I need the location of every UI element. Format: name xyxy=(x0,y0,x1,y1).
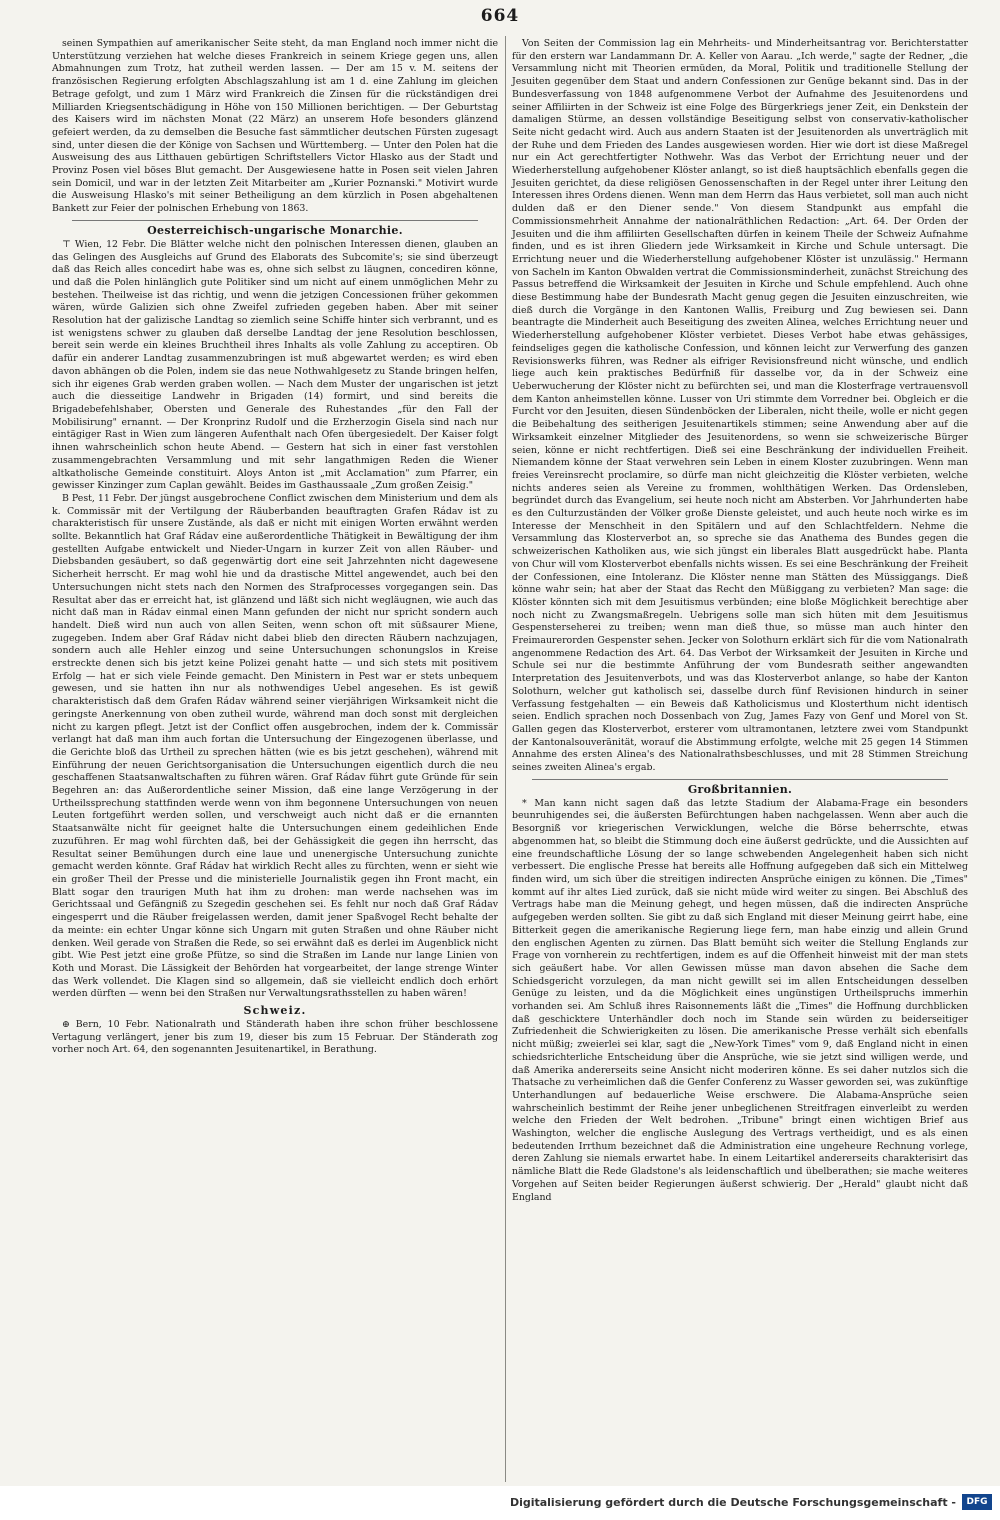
heading-switzerland: Schweiz. xyxy=(243,1004,307,1018)
wien-paragraph: ⊤ Wien, 12 Febr. Die Blätter welche nicht den polnischen Interessen dienen, glauben an das Gelingen des Ausgleichs auf Grund des Elaborats des Subcomite's; sie sind überzeugt daß das Reich alles concedirt habe was es, ohne sich selbst zu läugnen, concediren könne, und daß die Polen hinlänglich gute Politiker sind um nicht auf einem unmöglichen Mehr zu bestehen. Theilweise ist das richtig, und wenn die jetzigen Concessionen früher gekommen wären, würde Galizien sich ohne Zweifel zufrieden gegeben haben. Aber mit seiner Resolution hat der galizische Landtag so ziemlich seine Schiffe hinter sich verbrannt, und es ist wenigstens schwer zu glauben daß derselbe Landtag der jene Resolution beschlossen, bereit sein werde ein kleines Bruchtheil ihres Inhalts als volle Zahlung zu acceptiren. Ob dafür ein anderer Landtag zusammenzubringen ist muß abgewartet werden; es wird eben davon abhängen ob die Polen, indem sie das neue Nothwahlgesetz zu Stande bringen helfen, sich ihr eigenes Grab werden graben wollen. — Nach dem Muster der ungarischen ist jetzt auch die diesseitige Landwehr in Brigaden (14) formirt, und sind bereits die Brigadebefehlshaber, Obersten und Generale des Ruhestandes „für den Fall der Mobilisirung" ernannt. — Der Kronprinz Rudolf und die Erzherzogin Gisela sind nach nur eintägiger Rast in Wien zum längeren Aufenthalt nach Ofen übergesiedelt. Der Kaiser folgt ihnen wahrscheinlich schon heute Abend. — Gestern hat sich in einer fast verstohlen zusammengebrachten Versammlung und mit sehr langathmigen Reden die Wiener altkatholische Gemeinde constituirt. Aloys Anton ist „mit Acclamation" zum Pfarrer, ein gewisser Kinzinger zum Caplan gewählt. Beides im Gasthaussaale „Zum großen Zeisig." xyxy=(52,238,498,492)
heading-britain: Großbritannien. xyxy=(687,782,793,796)
intro-paragraph: seinen Sympathien auf amerikanischer Seite steht, da man England noch immer nicht die Unterstützung verziehen hat welche dieses Frankreich in seinem Kriege gegen uns, allen Abmahnungen zum Trotz, hat zutheil werden lassen. — Der am 15 v. M. seitens der französischen Regierung erfolgten Abschlagszahlung ist am 1 d. eine Zahlung im gleichen Betrage gefolgt, und zum 1 März wird Frankreich die Zinsen für die rückständigen drei Milliarden Kriegsentschädigung in Höhe von 150 Millionen berichtigen. — Der Geburtstag des Kaisers wird im nächsten Monat (22 März) an unserem Hofe besonders glänzend gefeiert werden, da zu demselben die Besuche fast sämmtlicher deutschen Fürsten zugesagt sind, unter diesen die der Könige von Sachsen und Württemberg. — Unter den Polen hat die Ausweisung des aus Litthauen gebürtigen Schriftstellers Victor Hlasko aus der Stadt und Provinz Posen viel böses Blut gemacht. Der Ausgewiesene hatte in Posen seit vielen Jahren sein Domicil, und war in der letzten Zeit Mitarbeiter am „Kurier Poznanski." Motivirt wurde die Ausweisung Hlasko's mit seiner Betheiligung an dem kürzlich in Posen abgehaltenen Bankett zur Feier der polnischen Erhebung von 1863. xyxy=(52,38,498,215)
footer-credit: Digitalisierung gefördert durch die Deutsche Forschungsgemeinschaft - xyxy=(509,1496,956,1509)
page-number: 664 xyxy=(480,6,520,26)
dfg-logo-icon: DFG xyxy=(962,1494,992,1510)
swiss-debate-paragraph: Von Seiten der Commission lag ein Mehrheits- und Minderheitsantrag vor. Berichterstatter für den erstern war Landammann Dr. A. Keller von Aarau. „Ich werde," sagte der Redner, „die Versammlung nicht mit Theorien ermüden, da Moral, Politik und traditionelle Stellung der Jesuiten gegenüber dem Staat und andern Confessionen zur Genüge bekannt sind. Das in der Bundesverfassung von 1848 aufgenommene Verbot der Aufnahme des Jesuitenordens und seiner Affiliirten in der Schweiz ist eine Folge des Bürgerkriegs jener Zeit, ein Denkstein der damaligen Stürme, an dessen vollständige Beseitigung selbst von conservativ-katholischer Seite nicht gedacht wird. Auch aus andern Staaten ist der Jesuitenorden als unverträglich mit der Ruhe und dem Frieden des Landes ausgewiesen worden. Hier wie dort ist diese Maßregel nur ein Act gerechtfertigter Nothwehr. Was das Verbot der Errichtung neuer und der Wiederherstellung aufgehobener Klöster anlangt, so ist dieß hauptsächlich ebenfalls gegen die Jesuiten gerichtet, da diese religiösen Genossenschaften in der Regel unter ihrer Leitung den Interessen ihres Ordens dienen. Wenn man dem Herrn das Haus verbietet, soll man auch nicht dulden daß er den Diener sende." Von diesem Standpunkt aus empfahl die Commissionsmehrheit Annahme der nationalräthlichen Redaction: „Art. 64. Der Orden der Jesuiten und die ihm affiliirten Gesellschaften dürfen in keinem Theile der Schweiz Aufnahme finden, und es ist ihren Gliedern jede Wirksamkeit in Kirche und Schule untersagt. Die Errichtung neuer und die Wiederherstellung aufgehobener Klöster ist unzulässig." Hermann von Sacheln im Kanton Obwalden vertrat die Commissionsminderheit, zunächst Streichung des Passus betreffend die Wirksamkeit der Jesuiten in Kirche und Schule empfehlend. Auch ohne diese Bestimmung habe der Bundesrath Macht genug gegen die Jesuiten einzuschreiten, wie dieß durch die Vorgänge in den Kantonen Wallis, Freiburg und Zug bewiesen sei. Dann beantragte die Minderheit auch Beseitigung des zweiten Alinea, welches Errichtung neuer und Wiederherstellung aufgehobener Klöster verbietet. Dieses Verbot habe etwas gehässiges, feindseliges gegen die katholische Confession, und können leicht zur Verwerfung des ganzen Revisionswerks führen, was Redner als eifriger Revisionsfreund nicht wünsche, und endlich liege auch kein praktisches Bedürfniß für dasselbe vor, da in der Schweiz eine Ueberwucherung der Klöster nicht zu befürchten sei, und man die Klosterfrage vertrauensvoll dem Kanton anheimstellen könne. Lusser von Uri stimmte dem Vorredner bei. Obgleich er die Furcht vor den Jesuiten, diesen Sündenböcken der Liberalen, nicht theile, wolle er nicht gegen die Beibehaltung des seitherigen Jesuitenartikels stimmen; seine Anwendung aber auf die Wirksamkeit einzelner Mitglieder des Jesuitenordens, so wenn sie schweizerische Bürger seien, könne er nicht rechtfertigen. Dieß sei eine Beschränkung der individuellen Freiheit. Niemandem könne der Staat verwehren sein Leben in einem Kloster zuzubringen. Wenn man freies Vereinsrecht proclamire, so dürfe man nicht gleichzeitig die Klöster verbieten, welche nichts anderes seien als Vereine zu frommen, wohlthätigen Werken. Das Ordensleben, begründet durch das Evangelium, sei heute noch nicht am Absterben. Vor Jahrhunderten habe es den Culturzuständen der Völker große Dienste geleistet, und auch heute noch wirke es im Interesse der Menschheit in den Spitälern und auf den Schlachtfeldern. Nehme die Versammlung das Klosterverbot an, so spreche sie das Anathema des Bundes gegen die schweizerischen Katholiken aus, wie sich jüngst ein liberales Blatt ausgedrückt habe. Planta von Chur will vom Klosterverbot ebenfalls nichts wissen. Es sei eine Beschränkung der Freiheit der Confessionen, eine Intoleranz. Die Klöster nenne man Stätten des Müssiggangs. Dieß könne wahr sein; hat aber der Staat das Recht den Müßiggang zu verbieten? Man sage: die Klöster könnten sich mit dem Jesuitismus verbünden; eine bloße Möglichkeit berechtige aber noch nicht zu Zwangsmaßregeln. Uebrigens solle man sich hüten mit dem Jesuitismus Gespensterseherei zu treiben; wenn man dieß thue, so müsse man auch hinter den Freimaurerorden Gespenster sehen. Jecker von Solothurn erklärt sich für die vom Nationalrath angenommene Redaction des Art. 64. Das Verbot der Wirksamkeit der Jesuiten in Kirche und Schule sei nur die bestimmte Anführung der vom Bundesrath seither angewandten Interpretation des Jesuitenverbots, und was das Klosterverbot anlange, so habe der Kanton Solothurn, welcher gut katholisch sei, dasselbe durch fünf Revisionen hindurch in seiner Verfassung festgehalten — ein Beweis daß Katholicismus und Klosterthum nicht identisch seien. Endlich sprachen noch Dossenbach von Zug, James Fazy von Genf und Morel von St. Gallen gegen das Klosterverbot, ersterer vom ultramontanen, letztere zwei vom Standpunkt der Kantonalsouveränität, worauf die Abstimmung erfolgte, welche mit 25 gegen 14 Stimmen Annahme des ersten Alinea's des Nationalrathsbeschlusses, und mit 28 Stimmen Streichung seines zweiten Alinea's ergab. xyxy=(512,38,968,774)
right-column xyxy=(512,38,968,1204)
section-rule xyxy=(72,220,478,221)
britain-paragraph: * Man kann nicht sagen daß das letzte Stadium der Alabama-Frage ein besonders beunruhigendes sei, die äußersten Befürchtungen haben nachgelassen. Wenn aber auch die Besorgniß vor kriegerischen Verwicklungen, welche die Börse beherrschte, etwas abgenommen hat, so bleibt die Stimmung doch eine äußerst gedrückte, und die Aussichten auf eine freundschaftliche Lösung der so lange schwebenden Angelegenheit haben sich nicht verbessert. Die englische Presse hat bereits alle Hoffnung aufgegeben daß sich ein Mittelweg finden wird, um sich über die streitigen indirecten Ansprüche einigen zu können. Die „Times" kommt auf ihr altes Lied zurück, daß sie nicht müde wird weiter zu singen. Bei Abschluß des Vertrags habe man die Meinung gehegt, und hegen müssen, daß die indirecten Ansprüche aufgegeben werden sollten. Sie gibt zu daß sich England mit dieser Meinung geirrt habe, eine Bitterkeit gegen die amerikanische Regierung liege fern, man habe einzig und allein Grund den englischen Agenten zu zürnen. Das Blatt bemüht sich weiter die Stellung Englands zur Frage von vornherein zu rechtfertigen, indem es auf die Offenheit hinweist mit der man stets sich geäußert habe. Vor allen Gewissen müsse man davon absehen die Sache dem Schiedsgericht vorzulegen, da man nicht gewillt sei im allen Entscheidungen desselben Genüge zu leisten, und da die Möglichkeit eines ungünstigen Urtheilspruchs immerhin vorhanden sei. Am Schluß ihres Raisonnements läßt die „Times" die Hoffnung durchblicken daß geschicktere Unterhändler doch noch im Stande sein würden zu beiderseitiger Zufriedenheit die Schwierigkeiten zu lösen. Die amerikanische Presse verhält sich ebenfalls nicht müßig; zweierlei sei klar, sagt die „New-York Times" vom 9, daß England nicht in einen schiedsrichterliche Entscheidung über die Ansprüche, wie sie jetzt sind willigen werde, und daß Amerika andererseits seine Ansicht nicht moderiren könne. Es sei daher nutzlos sich die Thatsache zu verheimlichen daß die Genfer Conferenz zu Wasser geworden sei, was zukünftige Unterhandlungen auf bedauerliche Weise erschwere. Die Alabama-Ansprüche seien wahrscheinlich bestimmt der Reihe jener unbeglichenen Streitfragen einverleibt zu werden welche den Frieden der Welt bedrohen. „Tribune" bringt einen wichtigen Brief aus Washington, welcher die englische Auslegung des Vertrags vertheidigt, und es als einen bedeutenden Irrthum bezeichnet daß die Administration eine ungeheure Rechnung vorlege, deren Zahlung sie niemals erwartet habe. In einem Leitartikel andererseits charakterisirt das nämliche Blatt die Rede Gladstone's als leidenschaftlich und übelberathen; sie mache weiteres Vorgehen auf Seiten beider Regierungen äußerst schwierig. Der „Herald" glaubt nicht daß England xyxy=(512,797,968,1203)
footer-bar xyxy=(0,1486,1000,1520)
pest-paragraph: B Pest, 11 Febr. Der jüngst ausgebrochene Conflict zwischen dem Ministerium und dem als k. Commissär mit der Vertilgung der Räuberbanden beauftragten Grafen Rádav ist zu charakteristisch für unsere Zustände, als daß er nicht mit einigen Worten erwähnt werden sollte. Bekanntlich hat Graf Rádav eine außerordentliche Thätigkeit in Bewältigung der ihm gestellten Aufgabe entwickelt und Nieder-Ungarn in kurzer Zeit von allen Räuber- und Diebsbanden gesäubert, so daß gegenwärtig dort eine seit Jahrzehnten nicht dagewesene Sicherheit herrscht. Er mag wohl hie und da drastische Mittel angewendet, auch bei den Untersuchungen nicht stets nach den Normen des Strafprocesses vorgegangen sein. Das Resultat aber das er erreicht hat, ist glänzend und läßt sich nicht wegläugnen, wie auch das nicht daß man in Rádav einmal einen Mann gefunden der nicht nur spricht sondern auch handelt. Dieß wird nun auch von allen Seiten, wenn schon oft mit süßsaurer Miene, zugegeben. Indem aber Graf Rádav nicht dabei blieb den directen Räubern nachzujagen, sondern auch alle Hehler einzog und seine Untersuchungen schonungslos in Kreise erstreckte denen sich bis jetzt keine Polizei genaht hatte — und sich stets mit positivem Erfolg — hat er sich viele Feinde gemacht. Den Ministern in Pest war er stets unbequem gewesen, und sie hatten ihn nur als nothwendiges Uebel angesehen. Es ist gewiß charakteristisch daß dem Grafen Rádav während seiner vierjährigen Wirksamkeit nicht die geringste Anerkennung von oben zutheil wurde, während man doch sonst mit dergleichen nicht zu kargen pflegt. Jetzt ist der Conflict offen ausgebrochen, indem der k. Commissär verlangt hat daß man ihm auch fortan die Untersuchung der Eingezogenen überlasse, und die Gerichte bloß das Urtheil zu sprechen hätten (wie es bis jetzt geschehen), während mit Einführung der neuen Gerichtsorganisation die Untersuchungen eigentlich durch die neu geschaffenen Staatsanwaltschaften zu führen wären. Graf Rádav führt gute Gründe für sein Begehren an: das Außerordentliche seiner Mission, daß eine lange Verzögerung in der Urtheilssprechung stattfinden werde wenn von ihm begonnene Untersuchungen von neuen Leuten fortgeführt werden sollen, und verschweigt auch nicht daß er die ernannten Staatsanwälte nicht für geeignet halte die Untersuchungen einem gedeihlichen Ende zuzuführen. Er mag wohl fürchten daß, bei der Gehässigkeit die gegen ihn herrscht, das Resultat seiner Bemühungen durch eine laue und unenergische Untersuchung zunichte gemacht werden könnte. Graf Rádav hat wirklich Recht alles zu fürchten, wenn er sieht wie ein großer Theil der Presse und die ministerielle Journalistik gegen ihn Front macht, ein Blatt sogar den traurigen Muth hat ihm zu drohen: man werde nachsehen was im Gerichtssaal und Gefängniß zu Szegedin geschehen sei. Es fehlt nur noch daß Graf Rádav eingesperrt und die Räuber freigelassen werden, damit jener Spaßvogel Recht behalte der da meinte: ein echter Ungar könne sich Ungarn mit guten Straßen und ohne Räuber nicht denken. Weil gerade von Straßen die Rede, so sei erwähnt daß es derlei im Augenblick nicht gibt. Wie Pest jetzt eine große Pfütze, so sind die Straßen im Lande nur lange Linien von Koth und Morast. Die Lässigkeit der Behörden hat vorgearbeitet, der lange strenge Winter das Werk vollendet. Die Klagen sind so allgemein, daß sie vielleicht endlich doch erhört werden dürften — wenn bei den Straßen nur Verwaltungsrathsstellen zu haben wären! xyxy=(52,492,498,1000)
bern-paragraph: ⊕ Bern, 10 Febr. Nationalrath und Ständerath haben ihre schon früher beschlossene Vertagung verlängert, jener bis zum 19, dieser bis zum 15 Februar. Der Ständerath zog vorher noch Art. 64, den sogenannten Jesuitenartikel, in Berathung. xyxy=(52,1019,498,1056)
left-column xyxy=(52,38,498,1057)
heading-austria: Oesterreichisch-ungarische Monarchie. xyxy=(147,223,403,237)
column-divider xyxy=(505,36,506,1482)
section-rule xyxy=(532,779,948,780)
